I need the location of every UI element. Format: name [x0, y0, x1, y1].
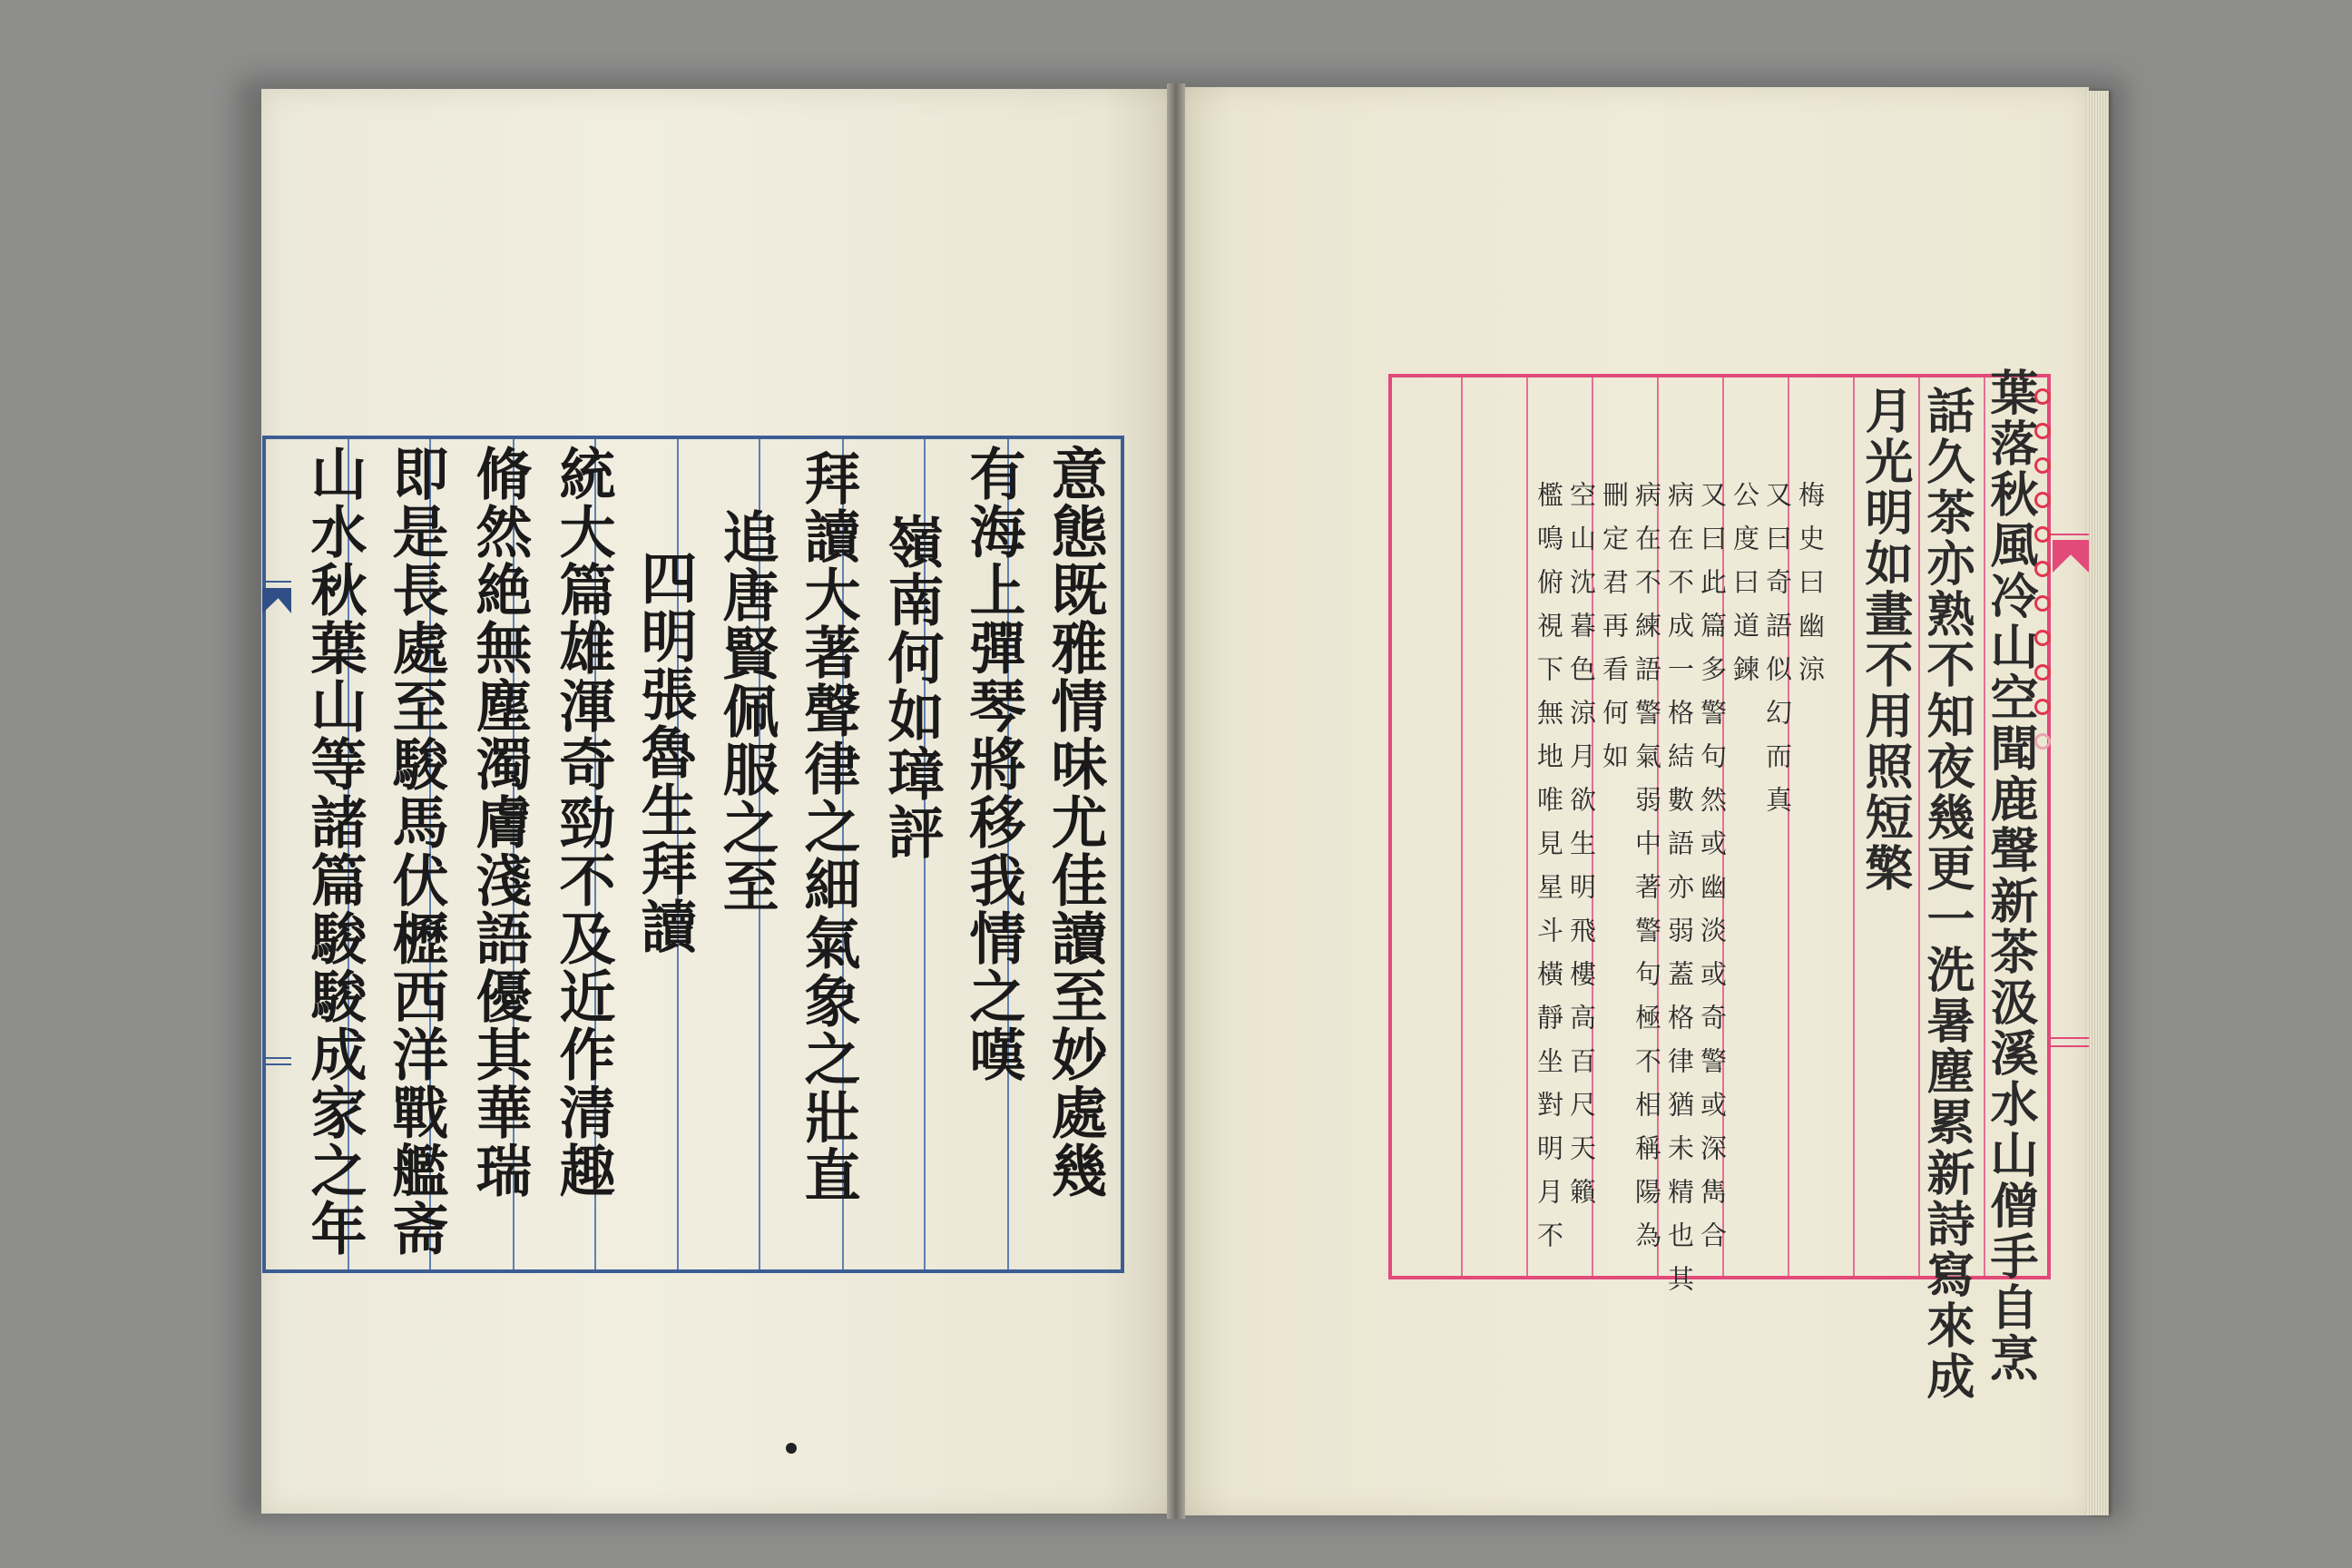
circle-mark: [2034, 630, 2051, 646]
circle-mark: [2034, 699, 2051, 715]
left-column-3: 嶺南何如璋評: [878, 513, 945, 861]
emphasis-circles: [2034, 388, 2051, 750]
right-small-column-7: 刪定君再看何如: [1599, 481, 1630, 786]
left-column-2: 有海上彈琴將移我情之嘆: [960, 445, 1026, 1083]
fish-tail-line: [2049, 1037, 2089, 1039]
circle-mark: [2034, 492, 2051, 508]
book-gutter: [1167, 83, 1185, 1519]
right-small-column-4: 又曰此篇多警句然或幽淡或奇警或深雋合: [1697, 481, 1728, 1265]
right-small-column-9: 檻鳴俯視下無地唯見星斗橫靜坐對明月不: [1534, 481, 1564, 1265]
column-rule: [1526, 377, 1528, 1276]
fish-tail-line: [262, 1057, 291, 1059]
left-column-8: 脩然絶無塵濁膚淺語優其華瑞: [466, 445, 533, 1200]
right-small-column-6: 病在不練語警氣弱中著警句極不相稱陽為: [1632, 481, 1662, 1265]
circle-mark: [2034, 595, 2051, 612]
left-column-6: 四明張魯生拜讀: [632, 549, 698, 956]
circle-mark: [2034, 388, 2051, 405]
left-column-10: 山水秋葉山等諸篇駿駿成家之年: [301, 445, 368, 1258]
left-column-4: 拜讀大著聲律之細氣象之壯直: [795, 449, 861, 1204]
ink-dot: [786, 1443, 797, 1454]
fish-tail-line: [262, 581, 291, 583]
right-main-column-3: 月光明如畫不用照短檠: [1857, 386, 1914, 894]
fish-tail-line: [262, 1063, 291, 1065]
page-edges: [2087, 91, 2109, 1515]
right-small-column-2: 又曰奇語似幻而真: [1762, 481, 1793, 829]
fish-tail-line: [2049, 534, 2089, 535]
fish-tail-line: [2049, 1045, 2089, 1047]
right-small-column-1: 梅史曰幽涼: [1795, 481, 1826, 699]
column-rule: [1461, 377, 1463, 1276]
right-main-column-2: 話久茶亦熟不知夜幾更一洗暑塵累新詩寫來成: [1919, 386, 1975, 1402]
circle-mark: [2034, 561, 2051, 577]
left-column-9: 即是長處至駿馬伏櫪西洋戰艦斋: [383, 445, 449, 1258]
right-small-column-3: 公度曰道鍊: [1730, 481, 1760, 699]
right-small-column-8: 空山沈暮色涼月欲生明飛樓高百尺天籟: [1566, 481, 1597, 1221]
circle-mark: [2034, 733, 2051, 750]
left-column-7: 統大篇雄渾奇勁不及近作清趣: [550, 445, 616, 1200]
left-column-5: 追唐賢佩服之至: [713, 508, 779, 915]
right-main-column-1: 葉落秋風冷山空聞鹿聲新茶汲溪水山僧手自烹: [1983, 368, 2039, 1384]
circle-mark: [2034, 457, 2051, 474]
circle-mark: [2034, 664, 2051, 681]
circle-mark: [2034, 423, 2051, 439]
right-small-column-5: 病在不成一格結數語亦弱蓋格律猶未精也其: [1664, 481, 1695, 1308]
circle-mark: [2034, 526, 2051, 543]
left-column-1: 意態既雅情味尤佳讀至妙處幾: [1042, 445, 1108, 1200]
